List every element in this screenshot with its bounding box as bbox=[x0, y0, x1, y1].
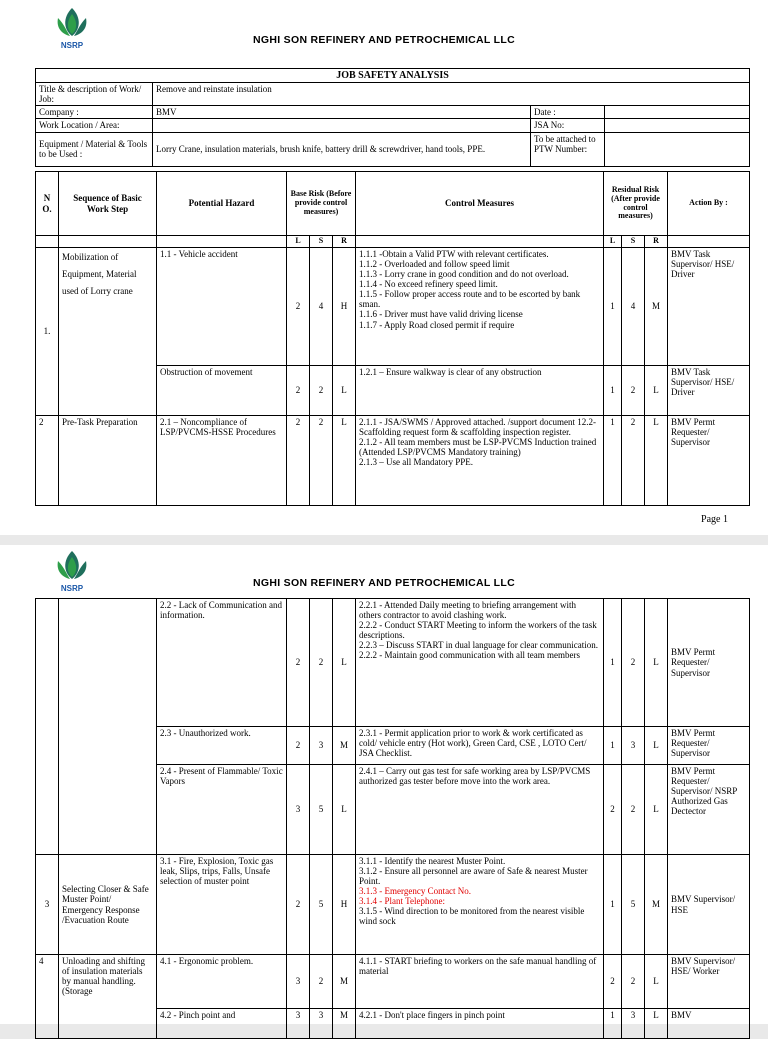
location-label: Work Location / Area: bbox=[36, 119, 153, 132]
ptw-value bbox=[605, 132, 750, 166]
work-step: Pre-Task Preparation bbox=[59, 415, 157, 505]
table-row bbox=[36, 855, 750, 955]
hazard: 3.1 - Fire, Explosion, Toxic gas leak, Slips, trips, Falls, Unsafe selection of muster point bbox=[157, 855, 287, 955]
base-l: 2 bbox=[287, 415, 310, 505]
work-step: Selecting Closer & Safe Muster Point/ Emergency Response /Evacuation Route bbox=[59, 855, 157, 955]
res-l: 1 bbox=[604, 247, 622, 365]
page-number: Page 1 bbox=[701, 514, 728, 525]
header-res-r: R bbox=[645, 236, 668, 248]
base-r: M bbox=[333, 1009, 356, 1039]
base-r: L bbox=[333, 599, 356, 727]
res-s: 2 bbox=[622, 765, 645, 855]
control-measures: 1.2.1 – Ensure walkway is clear of any obstruction bbox=[356, 365, 604, 415]
action-by: BMV Supervisor/ HSE bbox=[668, 855, 750, 955]
base-l: 2 bbox=[287, 247, 310, 365]
base-s: 3 bbox=[310, 1009, 333, 1039]
document-page-2 bbox=[0, 545, 768, 1024]
base-l: 3 bbox=[287, 765, 310, 855]
res-s: 3 bbox=[622, 727, 645, 765]
control-measures: 2.2.1 - Attended Daily meeting to briefing arrangement with others contractor to avoid clashing work. 2.2.2 - Conduct START Meeting to inform the workers of the task descriptions. 2.2.3 – Discuss START in dual language for clear communication. 2.2.2 - Maintain good communication with all team members bbox=[356, 599, 604, 727]
header-sequence: Sequence of Basic Work Step bbox=[59, 172, 157, 236]
action-by: BMV Task Supervisor/ HSE/ Driver bbox=[668, 247, 750, 365]
res-l: 2 bbox=[604, 955, 622, 1009]
header-residual-risk: Residual Risk (After provide control measures) bbox=[604, 172, 668, 236]
header-hazard: Potential Hazard bbox=[157, 172, 287, 236]
control-measures: 2.4.1 – Carry out gas test for safe working area by LSP/PVCMS authorized gas tester before move into the work area. bbox=[356, 765, 604, 855]
control-measures: 2.3.1 - Permit application prior to work & work certificated as cold/ vehicle entry (Hot work), Green Card, CSE , LOTO Cert/ JSA Checklist. bbox=[356, 727, 604, 765]
header-res-l: L bbox=[604, 236, 622, 248]
base-s: 2 bbox=[310, 599, 333, 727]
res-s: 5 bbox=[622, 855, 645, 955]
hazard: 1.1 - Vehicle accident bbox=[157, 247, 287, 365]
control-measures: 4.2.1 - Don't place fingers in pinch point bbox=[356, 1009, 604, 1039]
res-r: L bbox=[645, 415, 668, 505]
res-s: 2 bbox=[622, 365, 645, 415]
res-s: 2 bbox=[622, 955, 645, 1009]
base-l: 2 bbox=[287, 599, 310, 727]
base-s: 2 bbox=[310, 955, 333, 1009]
base-s: 3 bbox=[310, 727, 333, 765]
res-s: 4 bbox=[622, 247, 645, 365]
base-r: M bbox=[333, 955, 356, 1009]
header-no: N O. bbox=[36, 172, 59, 236]
company-name-heading: NGHI SON REFINERY AND PETROCHEMICAL LLC bbox=[253, 34, 515, 46]
jsa-table-page-1 bbox=[35, 171, 750, 506]
header-base-r: R bbox=[333, 236, 356, 248]
equipment-value: Lorry Crane, insulation materials, brush knife, battery drill & screwdriver, hand tools, PPE. bbox=[153, 132, 531, 166]
res-r: L bbox=[645, 765, 668, 855]
action-by: BMV Supervisor/ HSE/ Worker bbox=[668, 955, 750, 1009]
date-value bbox=[605, 106, 750, 119]
hazard: 2.4 - Present of Flammable/ Toxic Vapors bbox=[157, 765, 287, 855]
action-by: BMV Permt Requester/ Supervisor/ NSRP Authorized Gas Dectector bbox=[668, 765, 750, 855]
svg-text:NSRP: NSRP bbox=[60, 41, 84, 50]
location-value bbox=[153, 119, 531, 132]
hazard: 2.3 - Unauthorized work. bbox=[157, 727, 287, 765]
base-s: 2 bbox=[310, 365, 333, 415]
action-by: BMV Task Supervisor/ HSE/ Driver bbox=[668, 365, 750, 415]
res-r: L bbox=[645, 599, 668, 727]
title-value: Remove and reinstate insulation bbox=[153, 83, 750, 106]
ptw-label: To be attached to PTW Number: bbox=[531, 132, 605, 166]
table-row bbox=[36, 599, 750, 727]
res-s: 2 bbox=[622, 599, 645, 727]
res-l: 1 bbox=[604, 415, 622, 505]
header-base-l: L bbox=[287, 236, 310, 248]
base-s: 4 bbox=[310, 247, 333, 365]
header-control-measures: Control Measures bbox=[356, 172, 604, 236]
base-r: L bbox=[333, 365, 356, 415]
hazard: 2.1 – Noncompliance of LSP/PVCMS-HSSE Procedures bbox=[157, 415, 287, 505]
header-res-s: S bbox=[622, 236, 645, 248]
action-by: BMV Permt Requester/ Supervisor bbox=[668, 415, 750, 505]
res-s: 3 bbox=[622, 1009, 645, 1039]
control-measures: 2.1.1 - JSA/SWMS / Approved attached. /support document 12.2-Scaffolding request form & scaffolding inspection register. 2.1.2 - All team members must be LSP-PVCMS Induction trained (Attended LSP/PVCMS Mandatory training) 2.1.3 – Use all Mandatory PPE. bbox=[356, 415, 604, 505]
title-label: Title & description of Work/ Job: bbox=[36, 83, 153, 106]
res-l: 1 bbox=[604, 727, 622, 765]
base-r: L bbox=[333, 415, 356, 505]
jsa-table-page-2 bbox=[35, 598, 750, 1039]
emergency-contact-text: 3.1.3 - Emergency Contact No. bbox=[359, 886, 472, 897]
base-r: H bbox=[333, 855, 356, 955]
res-r: M bbox=[645, 855, 668, 955]
action-by: BMV Permt Requester/ Supervisor bbox=[668, 727, 750, 765]
base-s: 5 bbox=[310, 855, 333, 955]
base-l: 2 bbox=[287, 855, 310, 955]
plant-telephone-text: 3.1.4 - Plant Telephone: bbox=[359, 896, 445, 907]
table-row bbox=[36, 415, 750, 505]
company-name-heading: NGHI SON REFINERY AND PETROCHEMICAL LLC bbox=[253, 577, 515, 589]
base-l: 3 bbox=[287, 955, 310, 1009]
res-s: 2 bbox=[622, 415, 645, 505]
document-title: JOB SAFETY ANALYSIS bbox=[36, 69, 750, 83]
equipment-label: Equipment / Material & Tools to be Used : bbox=[36, 132, 153, 166]
base-l: 2 bbox=[287, 727, 310, 765]
control-measures: 1.1.1 -Obtain a Valid PTW with relevant certificates. 1.1.2 - Overloaded and follow speed limit 1.1.3 - Lorry crane in good condition and do not overload. 1.1.4 - No exceed refinery speed limit. 1.1.5 - Follow proper access route and to be escorted by bank sman. 1.1.6 - Driver must have valid driving license 1.1.7 - Apply Road closed permit if require bbox=[356, 247, 604, 365]
res-l: 1 bbox=[604, 1009, 622, 1039]
base-s: 5 bbox=[310, 765, 333, 855]
table-row bbox=[36, 955, 750, 1009]
company-label: Company : bbox=[36, 106, 153, 119]
base-l: 2 bbox=[287, 365, 310, 415]
row-number: 3 bbox=[36, 855, 59, 955]
res-r: L bbox=[645, 727, 668, 765]
action-by: BMV bbox=[668, 1009, 750, 1039]
row-number: 1. bbox=[36, 247, 59, 415]
control-measures: 4.1.1 - START briefing to workers on the safe manual handling of material bbox=[356, 955, 604, 1009]
base-s: 2 bbox=[310, 415, 333, 505]
work-step: Unloading and shifting of insulation materials by manual handling. (Storage bbox=[59, 955, 157, 1039]
jsa-no-label: JSA No: bbox=[531, 119, 605, 132]
res-r: L bbox=[645, 955, 668, 1009]
work-step: Mobilization of Equipment, Material used of Lorry crane bbox=[59, 247, 157, 415]
header-base-s: S bbox=[310, 236, 333, 248]
base-r: L bbox=[333, 765, 356, 855]
hazard: 4.1 - Ergonomic problem. bbox=[157, 955, 287, 1009]
header-base-risk: Base Risk (Before provide control measures) bbox=[287, 172, 356, 236]
base-r: H bbox=[333, 247, 356, 365]
res-r: M bbox=[645, 247, 668, 365]
hazard: Obstruction of movement bbox=[157, 365, 287, 415]
base-l: 3 bbox=[287, 1009, 310, 1039]
control-measures: 3.1.1 - Identify the nearest Muster Point. 3.1.2 - Ensure all personnel are aware of Safe & nearest Muster Point. 3.1.3 - Emergency Contact No. 3.1.4 - Plant Telephone: 3.1.5 - Wind direction to be monitored from the nearest visible wind sock bbox=[356, 855, 604, 955]
header-action-by: Action By : bbox=[668, 172, 750, 236]
res-l: 1 bbox=[604, 365, 622, 415]
jsa-no-value bbox=[605, 119, 750, 132]
svg-text:NSRP: NSRP bbox=[60, 584, 84, 593]
res-r: L bbox=[645, 1009, 668, 1039]
table-row bbox=[36, 247, 750, 365]
row-number: 4 bbox=[36, 955, 59, 1039]
row-number: 2 bbox=[36, 415, 59, 505]
job-info-table bbox=[35, 68, 750, 167]
date-label: Date : bbox=[531, 106, 605, 119]
hazard: 2.2 - Lack of Communication and information. bbox=[157, 599, 287, 727]
action-by: BMV Permt Requester/ Supervisor bbox=[668, 599, 750, 727]
res-l: 1 bbox=[604, 855, 622, 955]
res-r: L bbox=[645, 365, 668, 415]
res-l: 2 bbox=[604, 765, 622, 855]
res-l: 1 bbox=[604, 599, 622, 727]
hazard: 4.2 - Pinch point and bbox=[157, 1009, 287, 1039]
base-r: M bbox=[333, 727, 356, 765]
company-value: BMV bbox=[153, 106, 531, 119]
